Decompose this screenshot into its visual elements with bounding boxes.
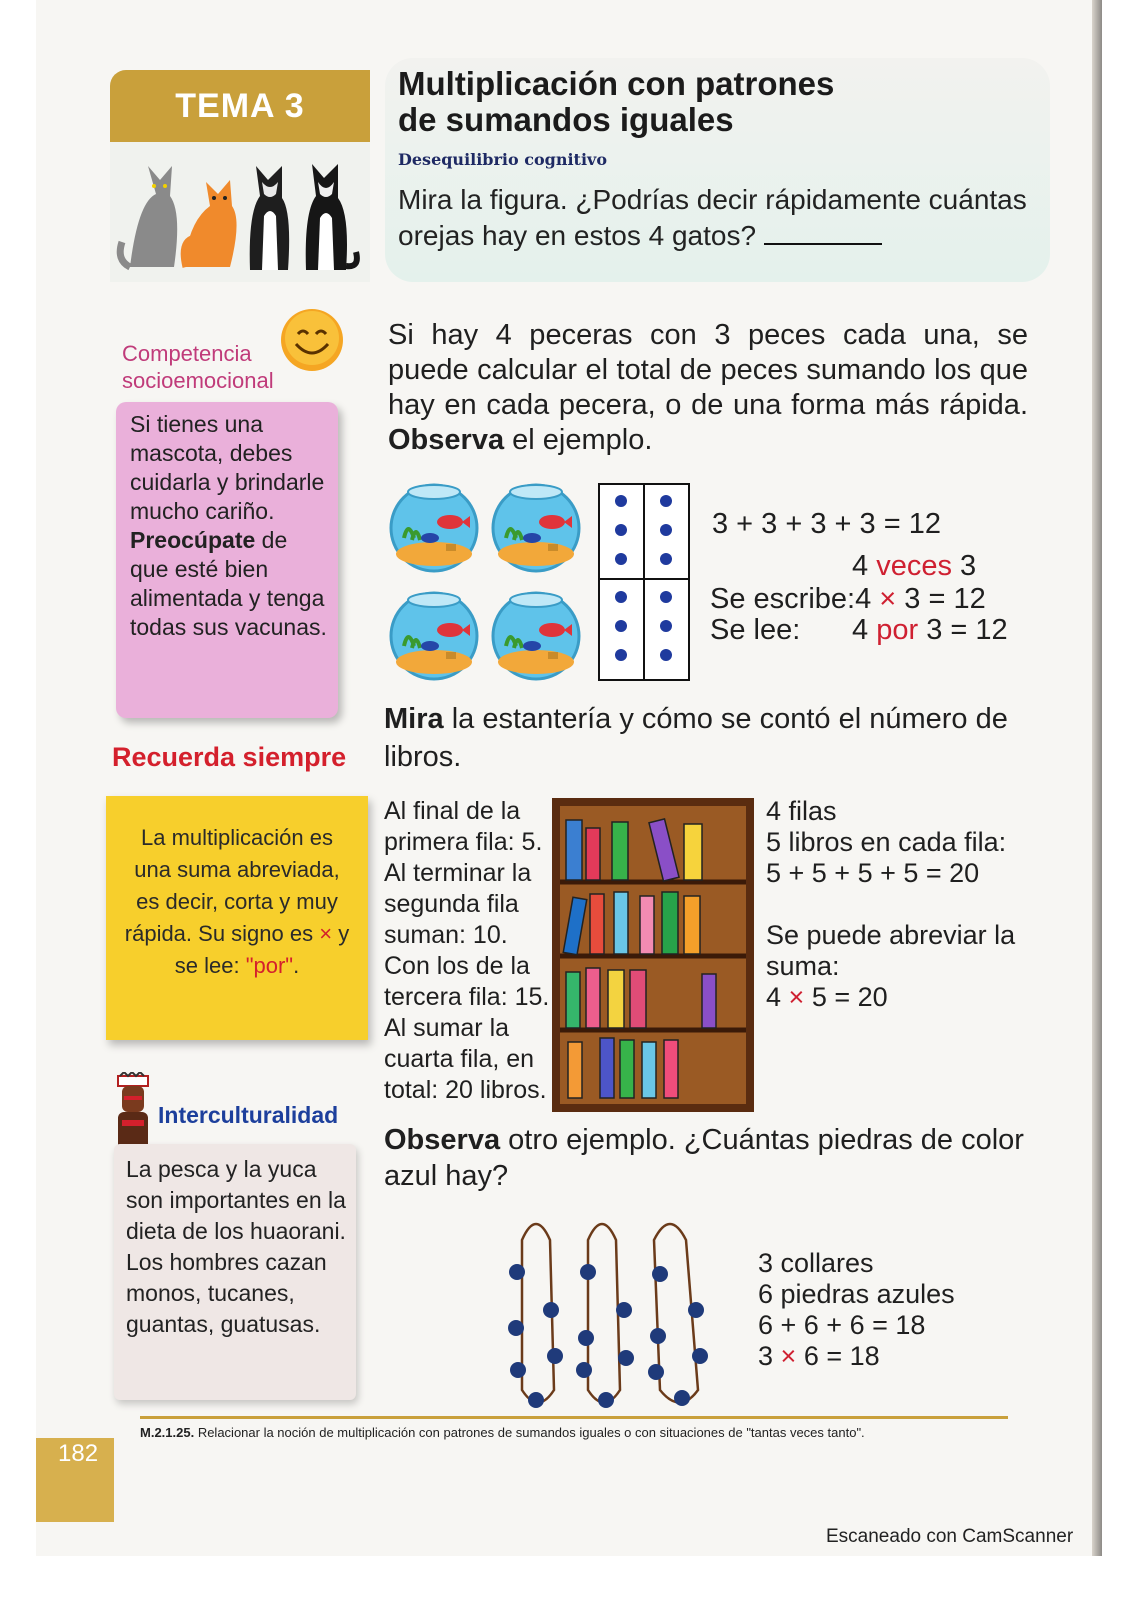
por-word: "por" (245, 953, 294, 978)
stones-mult-a: 3 (758, 1341, 774, 1371)
stones-explanation (758, 1248, 978, 1372)
interculturalidad-title: Interculturalidad (158, 1102, 339, 1128)
bookshelf-illustration (552, 798, 754, 1112)
dots-grid (598, 483, 690, 681)
recuerda-text-1: La multiplicación es una suma abreviada, es decir, corta y muy rápida. Su signo es (124, 825, 340, 946)
filas-line: 4 filas (766, 796, 837, 826)
veces-n: 4 (852, 550, 869, 582)
stones-question (384, 1122, 1024, 1194)
competencia-bold-word: Preocúpate (130, 527, 256, 553)
mira-bold: Mira (384, 703, 444, 735)
abreviar-line: Se puede abreviar la suma: (766, 920, 1016, 981)
shelf-mult-a: 4 (766, 982, 782, 1012)
indigenous-figure-icon (110, 1072, 156, 1154)
se-escribe-a: 4 (855, 583, 872, 615)
competencia-text-rest: de que esté bien alimentada y tenga todas sus vacunas. (130, 527, 327, 640)
spacer (766, 889, 1026, 920)
fish-sum: 3 + 3 + 3 + 3 = 12 (712, 508, 941, 540)
stones-sum: 6 + 6 + 6 = 18 (758, 1310, 926, 1340)
smiley-icon (278, 306, 346, 374)
se-lee-b: 3 = 12 (926, 614, 1008, 646)
observa-text: otro ejemplo. ¿Cuántas piedras de color azul hay? (384, 1124, 1024, 1192)
veces-m: 3 (960, 550, 977, 582)
subtitle: Desequilibrio cognitivo (398, 150, 607, 169)
recuerda-note (106, 796, 368, 1040)
se-lee-line (852, 614, 1008, 647)
stones-mult-x: × (780, 1341, 797, 1371)
stones-multiplication (758, 1341, 978, 1372)
scanner-watermark: Escaneado con CamScanner (826, 1526, 1074, 1547)
shelf-sum: 5 + 5 + 5 + 5 = 20 (766, 858, 980, 888)
recuerda-text-2: y se lee: (174, 921, 350, 978)
se-escribe-label: Se escribe: (710, 583, 856, 615)
intro-text-end: el ejemplo. (504, 424, 653, 456)
competencia-text-intro: Si tienes una mascota, debes cuidarla y brindarle mucho cariño. (130, 411, 325, 524)
page-number: 182 (58, 1440, 99, 1467)
competencia-title-line-2: socioemocional (122, 368, 274, 393)
necklace-illustration (500, 1210, 720, 1410)
observa-bold: Observa (384, 1124, 501, 1156)
piedras-line: 6 piedras azules (758, 1279, 955, 1309)
curriculum-standard (140, 1425, 1040, 1440)
answer-blank (764, 221, 882, 245)
stones-mult-b: 6 = 18 (803, 1341, 880, 1371)
competencia-title-line-1: Competencia (122, 341, 252, 366)
intro-text: Si hay 4 peceras con 3 peces cada una, se puede calcular el total de peces sumando los que hay en cada pecera, o de una forma más rápida. (388, 319, 1028, 421)
title-line-2: de sumandos iguales (398, 101, 734, 138)
shelf-mult-b: 5 = 20 (811, 982, 888, 1012)
se-escribe-x: × (879, 583, 897, 615)
page-edge-shadow (1092, 0, 1102, 1556)
cats-question (398, 182, 1038, 254)
se-escribe-line (710, 583, 986, 616)
interculturalidad-text: La pesca y la yuca son importantes en la dieta de los huaorani. Los hombres cazan monos, tucanes, guantas, guatusas. (126, 1156, 346, 1337)
tema-badge: TEMA 3 (110, 70, 370, 142)
veces-word: veces (876, 550, 952, 582)
shelf-multiplication (766, 982, 1026, 1013)
recuerda-title: Recuerda siempre (112, 742, 347, 772)
competencia-title (122, 340, 274, 394)
se-escribe-b: 3 = 12 (904, 583, 986, 615)
times-sign: × (319, 921, 333, 946)
shelf-count-text: Al final de la primera fila: 5. Al terminar la segunda fila suman: 10. Con los de la tercera fila: 15. Al sumar la cuarta fila, en total: 20 libros. (384, 797, 550, 1104)
shelf-explanation (766, 796, 1026, 1013)
se-lee-por: por (876, 614, 919, 646)
shelf-mult-x: × (788, 982, 805, 1012)
question-text: Mira la figura. ¿Podrías decir rápidamente cuántas orejas hay en estos 4 gatos? (398, 184, 1027, 251)
shelf-intro (384, 700, 1024, 776)
intro-paragraph (388, 318, 1028, 458)
collares-line: 3 collares (758, 1248, 874, 1278)
standard-code: M.2.1.25. (140, 1425, 195, 1440)
footer-rule (140, 1416, 1008, 1419)
competencia-box (116, 402, 338, 718)
se-lee-a: 4 (852, 614, 869, 646)
mira-text: la estantería y cómo se contó el número de libros. (384, 703, 1008, 773)
intro-bold: Observa (388, 424, 505, 456)
fishbowl-illustration (386, 478, 596, 690)
interculturalidad-box (114, 1144, 356, 1400)
standard-text: Relacionar la noción de multiplicación con patrones de sumandos iguales o con situaciones de "tantas veces tanto". (194, 1425, 865, 1440)
recuerda-period: . (293, 953, 300, 978)
page-title (398, 66, 1038, 138)
cats-illustration (110, 142, 370, 282)
title-line-1: Multiplicación con patrones (398, 65, 835, 102)
se-lee-label: Se lee: (710, 614, 801, 646)
veces-line (852, 550, 976, 583)
libros-line: 5 libros en cada fila: (766, 827, 1007, 857)
